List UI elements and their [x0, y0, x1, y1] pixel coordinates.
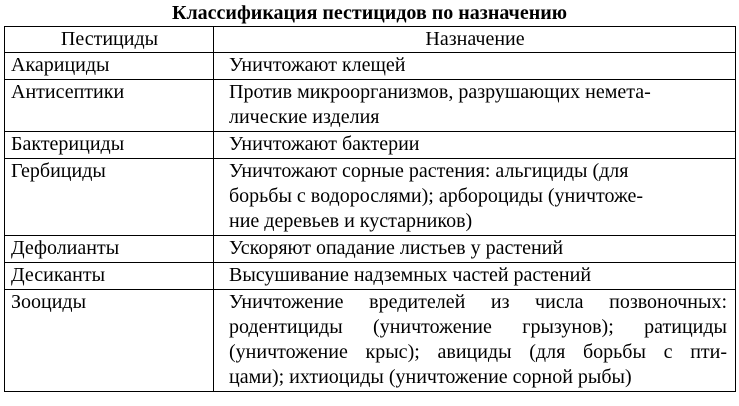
table-title: Классификация пестицидов по назначению [171, 2, 568, 24]
purpose-line: Уничтожают сорные растения: альгициды (для [229, 160, 629, 182]
pesticide-name-cell: Зооциды [5, 290, 214, 392]
table-row [5, 236, 736, 263]
purpose-line: Уничтожение вредителей из числа позвоночных: [229, 291, 727, 313]
pesticide-name-cell: Десиканты [5, 263, 214, 290]
purpose-line: родентициды (уничтожение грызунов); ратициды [229, 316, 727, 338]
purpose-line: цами); ихтиоциды (уничтожение сорной рыбы) [229, 366, 632, 388]
purpose-line: лические изделия [229, 106, 380, 128]
purpose-line: Уничтожают бактерии [229, 133, 420, 155]
table-header-row [5, 27, 736, 53]
purpose-line: Уничтожают клещей [229, 54, 406, 76]
purpose-line: (уничтожение крыс); авициды (для борьбы с пти- [229, 341, 727, 363]
pesticide-name-cell: Гербициды [5, 159, 214, 236]
pesticide-purpose-cell [214, 53, 736, 80]
pesticide-name-cell: Дефолианты [5, 236, 214, 263]
table-row [5, 80, 736, 132]
pesticide-purpose-cell [214, 159, 736, 236]
pesticide-purpose-cell [214, 132, 736, 159]
purpose-line: борьбы с водорослями); арбороциды (уничтоже- [229, 185, 644, 207]
pesticide-name-cell: Бактерициды [5, 132, 214, 159]
purpose-line: Против микроорганизмов, разрушающих немета- [229, 81, 651, 103]
pesticides-table [4, 26, 736, 392]
pesticide-purpose-cell [214, 290, 736, 392]
table-row [5, 263, 736, 290]
table-row [5, 159, 736, 236]
purpose-line: Высушивание надземных частей растений [229, 264, 592, 286]
table-row [5, 53, 736, 80]
purpose-line: ние деревьев и кустарников) [229, 210, 473, 232]
column-header-pesticides: Пестициды [5, 27, 214, 53]
purpose-line: Ускоряют опадание листьев у растений [229, 237, 564, 259]
pesticide-name-cell: Акарициды [5, 53, 214, 80]
pesticide-purpose-cell [214, 80, 736, 132]
table-row [5, 132, 736, 159]
table-row [5, 290, 736, 392]
column-header-purpose: Назначение [214, 27, 736, 53]
pesticide-name-cell: Антисептики [5, 80, 214, 132]
pesticide-purpose-cell [214, 263, 736, 290]
pesticide-purpose-cell [214, 236, 736, 263]
